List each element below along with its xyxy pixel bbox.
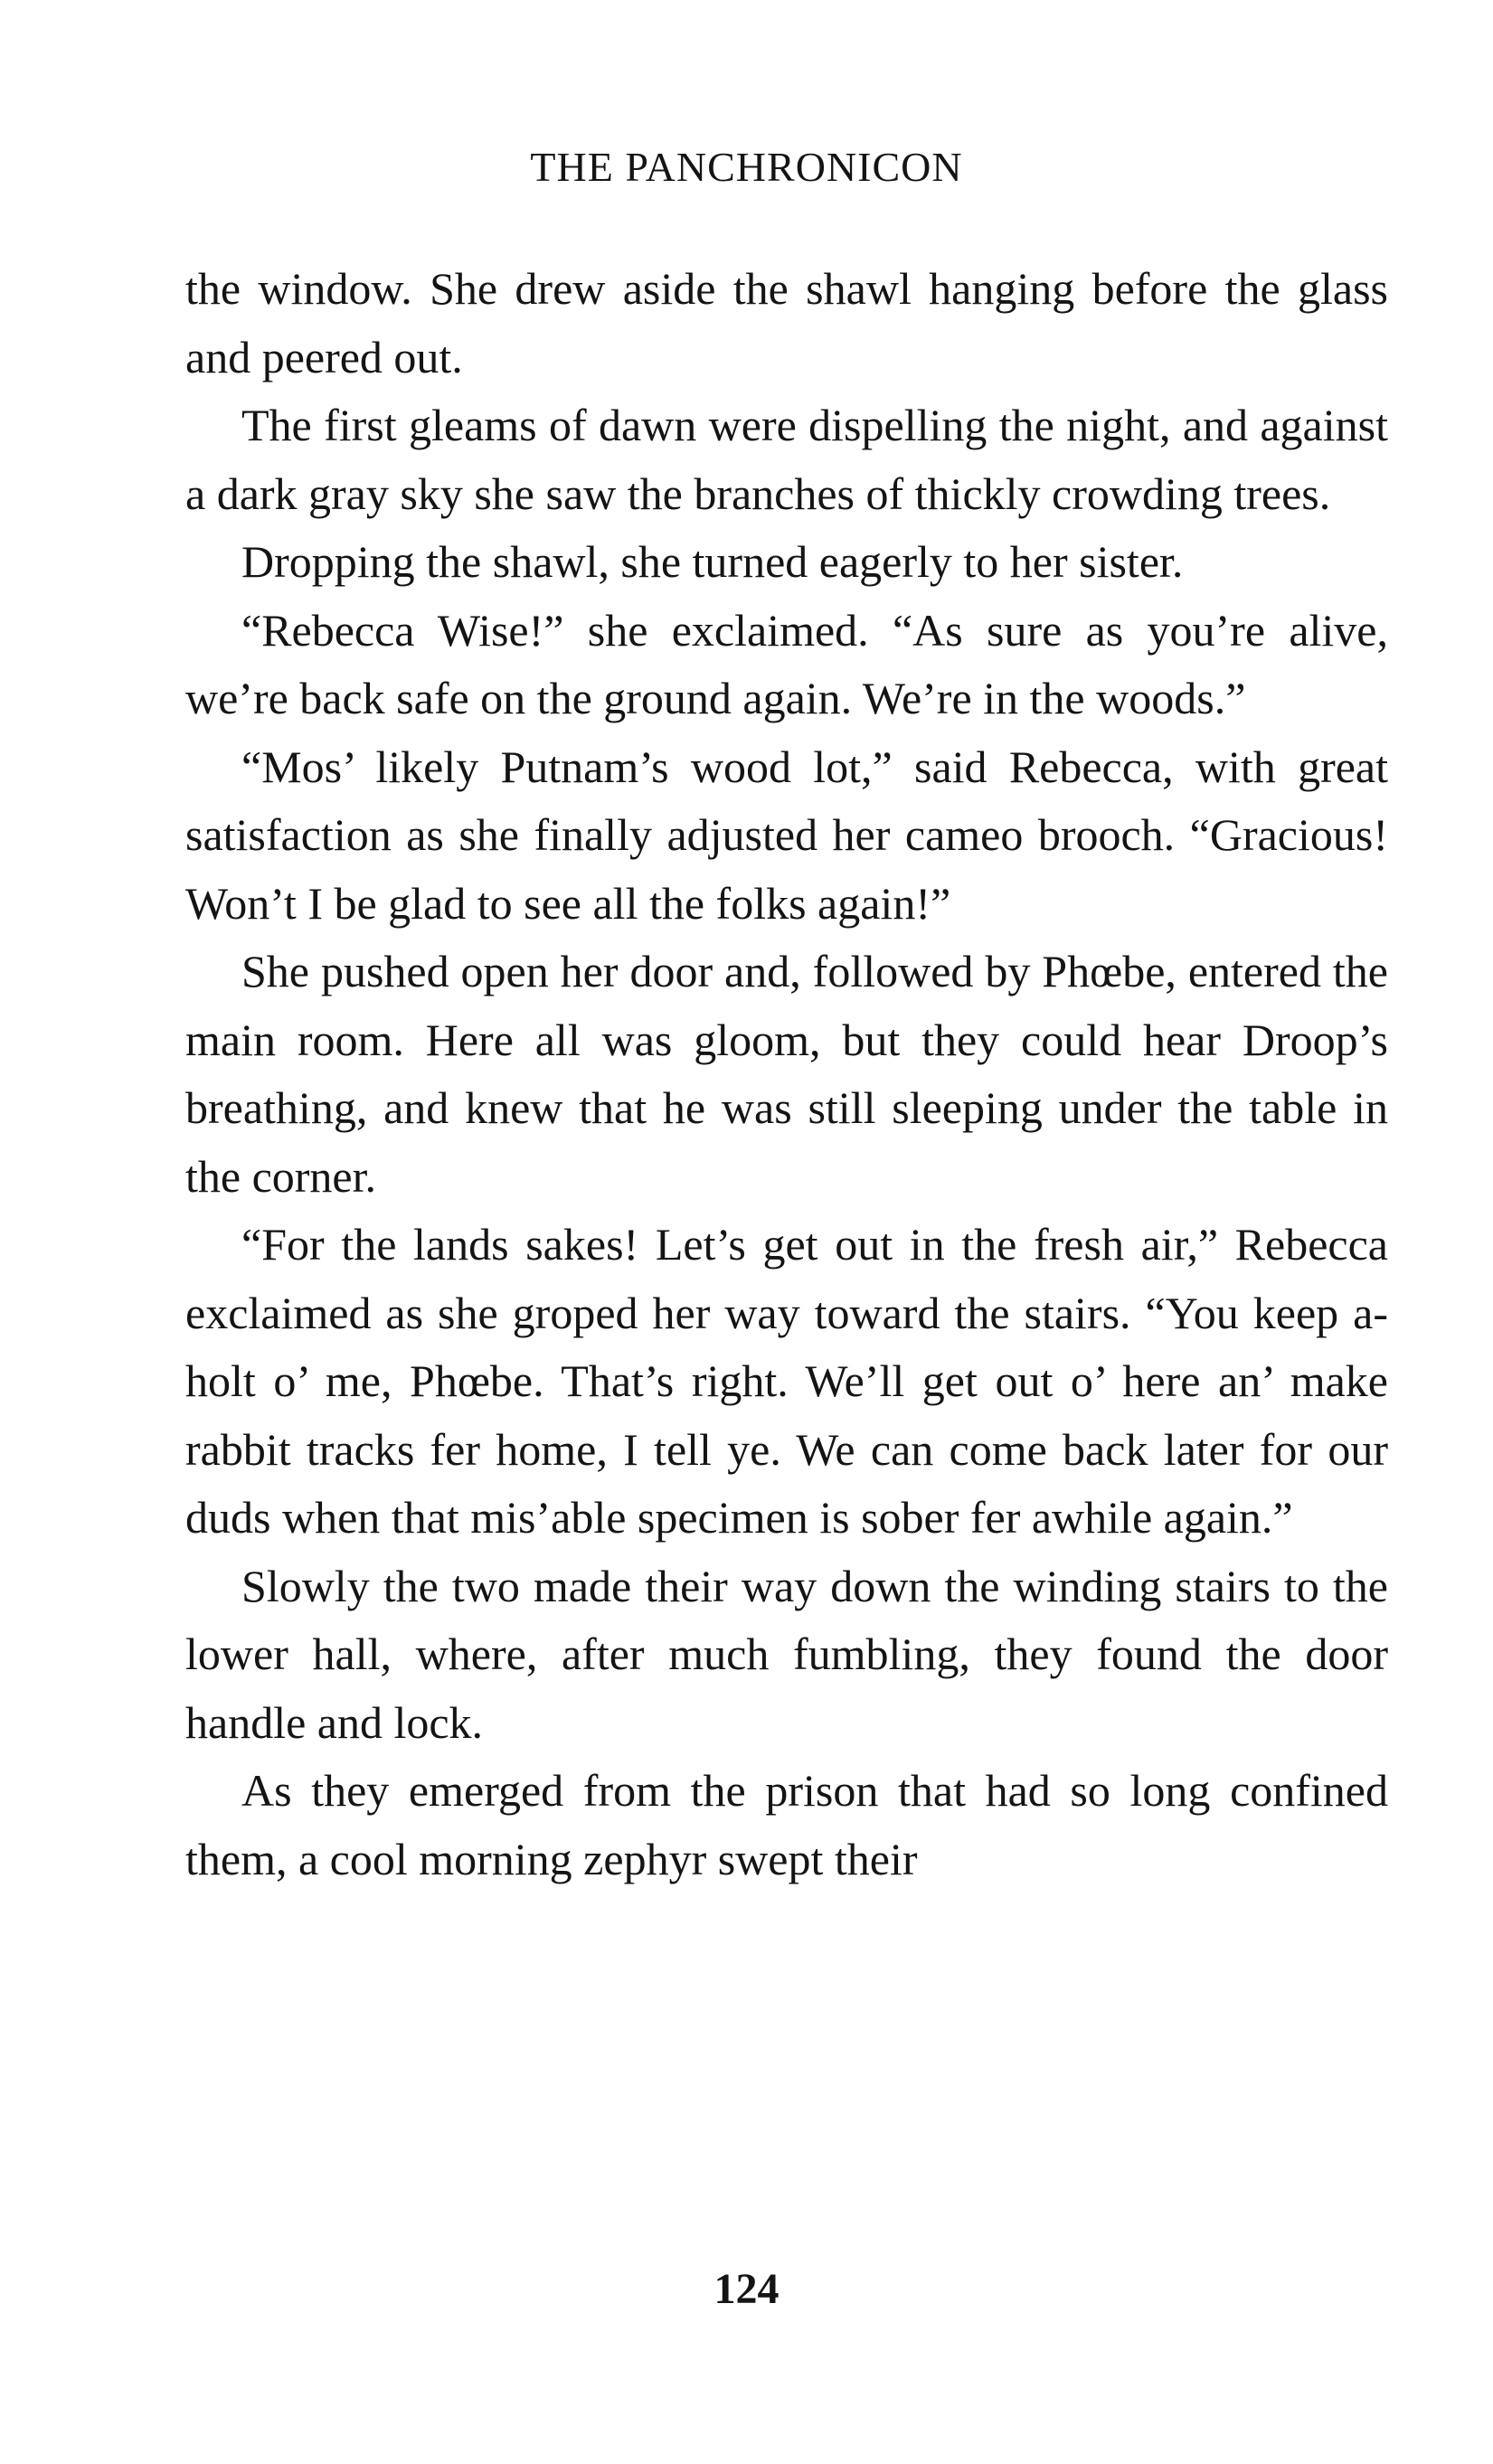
paragraph: “Mos’ likely Putnam’s wood lot,” said Rebecca, with great satisfaction as she finally adjusted her cameo brooch. “Gracious! Won’t I be glad to see all the folks again!”: [185, 741, 1388, 929]
paragraph: As they emerged from the prison that had so long confined them, a cool morning zephyr swept their: [185, 1765, 1388, 1884]
paragraph: “Rebecca Wise!” she exclaimed. “As sure as you’re alive, we’re back safe on the ground again. We’re in the woods.”: [185, 604, 1388, 723]
page-number: 124: [713, 2265, 780, 2313]
running-head: THE PANCHRONICON: [530, 144, 963, 190]
body-text: [185, 255, 1388, 1893]
paragraph: the window. She drew aside the shawl hanging before the glass and peered out.: [185, 263, 1388, 382]
paragraph: Dropping the shawl, she turned eagerly to her sister.: [241, 536, 1184, 587]
paragraph: The first gleams of dawn were dispelling the night, and against a dark gray sky she saw the branches of thickly crowding trees.: [185, 400, 1388, 519]
paragraph: “For the lands sakes! Let’s get out in the fresh air,” Rebecca exclaimed as she groped her way toward the stairs. “You keep a-holt o’ me, Phœbe. That’s right. We’ll get out o’ here an’ make rabbit tracks fer home, I tell ye. We can come back later for our duds when that mis’able specimen is sober fer awhile again.”: [185, 1219, 1388, 1543]
paragraph: Slowly the two made their way down the winding stairs to the lower hall, where, after much fumbling, they found the door handle and lock.: [185, 1560, 1388, 1748]
paragraph: She pushed open her door and, followed by Phœbe, entered the main room. Here all was gloom, but they could hear Droop’s breathing, and knew that he was still sleeping under the table in the corner.: [185, 946, 1388, 1202]
